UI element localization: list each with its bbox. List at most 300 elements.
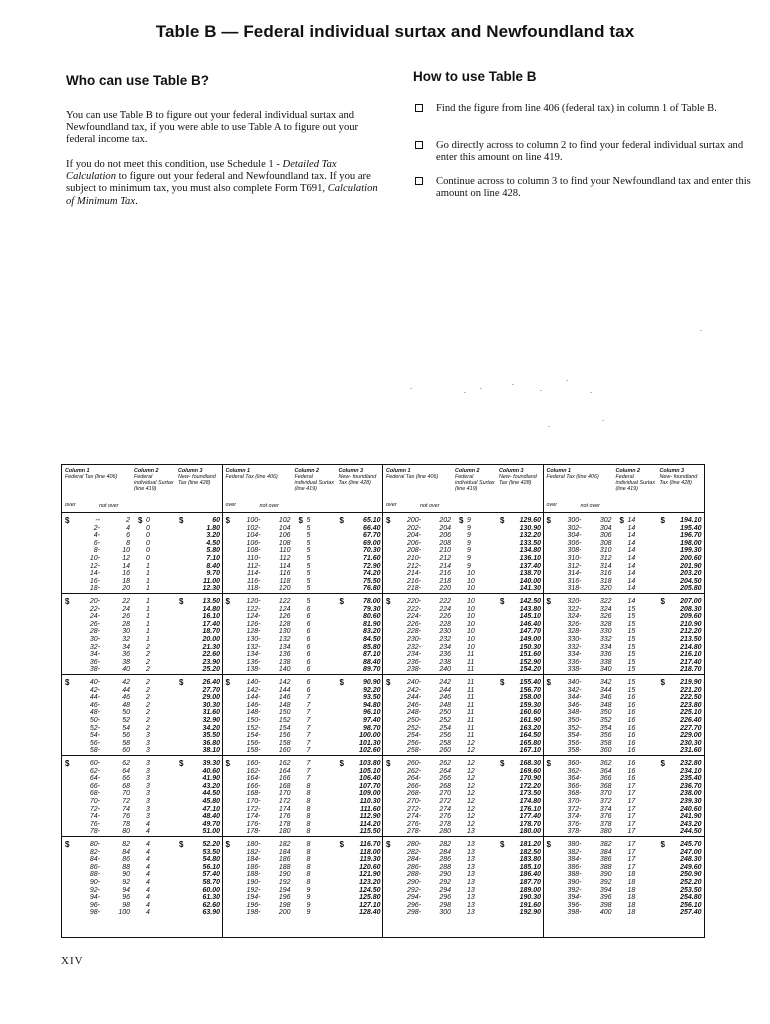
- table-row: [383, 828, 544, 836]
- surtax-value: 14: [627, 532, 636, 540]
- surtax-value: 7: [306, 717, 311, 724]
- over-value: 270-: [406, 798, 421, 805]
- surtax-value: 16: [627, 767, 636, 775]
- table-row: [544, 909, 705, 917]
- surtax-value: 9: [467, 524, 471, 532]
- not-over-value: 2: [126, 517, 130, 524]
- dollar-sign: $: [225, 678, 230, 687]
- not-over-value: 72: [122, 798, 130, 805]
- surtax-value: 3: [146, 782, 150, 790]
- over-value: 302-: [567, 524, 582, 532]
- newfoundland-tax-value: 31.60: [202, 709, 220, 717]
- form-t691-title: Calculation of Minimum Tax: [66, 183, 378, 207]
- not-over-value: 214: [439, 562, 451, 570]
- not-over-value: 48: [122, 701, 130, 709]
- table-row: [223, 666, 384, 674]
- not-over-value: 262: [439, 760, 451, 767]
- over-value: 220-: [406, 598, 421, 605]
- surtax-value: 17: [627, 820, 636, 828]
- not-over-value: 204: [439, 524, 451, 532]
- over-value: 144-: [246, 694, 261, 702]
- newfoundland-tax-value: 141.30: [519, 585, 541, 593]
- dollar-sign: $: [386, 840, 391, 849]
- over-value: 292-: [406, 886, 421, 894]
- not-over-value: 234: [439, 643, 451, 651]
- surtax-value: 9: [467, 532, 471, 540]
- over-value: 338-: [567, 666, 582, 674]
- newfoundland-tax-value: 66.40: [362, 524, 381, 532]
- newfoundland-tax-value: 158.00: [519, 694, 541, 702]
- newfoundland-tax-value: 137.40: [519, 562, 541, 570]
- newfoundland-tax-value: 93.50: [362, 694, 381, 702]
- not-over-value: 60: [122, 747, 130, 755]
- over-value: 48-: [89, 709, 100, 717]
- not-over-value: 372: [599, 798, 612, 805]
- table-row: [62, 828, 223, 836]
- over-value: 352-: [567, 724, 582, 732]
- over-label: over: [225, 502, 236, 508]
- over-value: 202-: [406, 524, 421, 532]
- over-value: 284-: [406, 856, 421, 864]
- newfoundland-tax-value: 250.90: [680, 871, 702, 879]
- over-value: 30-: [89, 636, 100, 643]
- over-value: 316-: [567, 577, 582, 585]
- surtax-value: 18: [627, 909, 636, 917]
- column-1-header: [65, 468, 127, 480]
- over-value: 264-: [406, 775, 421, 783]
- over-value: 212-: [406, 562, 421, 570]
- column-3-header: [178, 468, 220, 486]
- over-value: 108-: [246, 547, 261, 555]
- surtax-value: 12: [467, 798, 475, 805]
- table-group: [544, 756, 705, 837]
- surtax-value: 8: [306, 813, 311, 821]
- not-over-value: 370: [599, 790, 612, 798]
- newfoundland-tax-value: 138.70: [519, 570, 541, 578]
- newfoundland-tax-value: 203.20: [680, 570, 702, 578]
- newfoundland-tax-value: 200.60: [680, 555, 702, 562]
- over-value: 340-: [567, 679, 582, 686]
- over-value: 248-: [406, 709, 421, 717]
- newfoundland-tax-value: 3.20: [206, 532, 220, 540]
- newfoundland-tax-value: 110.30: [359, 798, 381, 805]
- not-over-value: 190: [278, 871, 291, 879]
- step-3: [413, 176, 763, 200]
- newfoundland-tax-value: 245.70: [680, 841, 702, 848]
- surtax-value: 5: [306, 555, 311, 562]
- newfoundland-tax-value: 54.80: [202, 856, 220, 864]
- newfoundland-tax-value: 236.70: [680, 782, 702, 790]
- dollar-sign: $: [386, 678, 391, 687]
- over-value: 346-: [567, 701, 582, 709]
- how-to-use-heading: How to use Table B: [413, 69, 537, 84]
- surtax-value: 10: [467, 643, 475, 651]
- over-value: 174-: [246, 813, 261, 821]
- over-value: 6-: [93, 539, 100, 547]
- not-over-value: 388: [599, 863, 612, 871]
- over-value: 312-: [567, 562, 582, 570]
- over-value: 146-: [246, 701, 261, 709]
- surtax-value: 16: [627, 732, 636, 740]
- newfoundland-tax-value: 89.70: [362, 666, 381, 674]
- not-over-value: 4: [126, 524, 130, 532]
- over-value: 76-: [89, 820, 100, 828]
- newfoundland-tax-value: 38.10: [202, 747, 220, 755]
- over-value: 246-: [406, 701, 421, 709]
- not-over-value: 22: [122, 598, 130, 605]
- surtax-value: 17: [627, 813, 636, 821]
- surtax-value: 9: [306, 909, 311, 917]
- table-row: [62, 747, 223, 755]
- not-over-value: 236: [439, 651, 451, 659]
- surtax-value: 3: [146, 775, 150, 783]
- not-over-value: 350: [599, 709, 612, 717]
- over-value: 324-: [567, 613, 582, 621]
- over-value: 156-: [246, 739, 261, 747]
- surtax-value: 17: [627, 805, 636, 813]
- table-header: [223, 465, 383, 513]
- newfoundland-tax-value: 51.00: [202, 828, 220, 836]
- page-title: Table B — Federal individual surtax and Newfoundland tax: [155, 22, 635, 41]
- not-over-value: 56: [122, 732, 130, 740]
- newfoundland-tax-value: 114.20: [359, 820, 381, 828]
- not-over-value: 116: [279, 570, 291, 578]
- surtax-value: 5: [306, 532, 311, 540]
- over-value: 84-: [89, 856, 100, 864]
- over-value: 394-: [567, 894, 582, 902]
- over-value: 234-: [406, 651, 421, 659]
- newfoundland-tax-value: 130.90: [519, 524, 541, 532]
- over-label: over: [386, 502, 397, 508]
- over-value: 126-: [246, 620, 261, 628]
- table-row: [223, 747, 384, 755]
- schedule-1-title: Detailed Tax Calculation: [66, 159, 337, 183]
- surtax-value: 4: [146, 820, 150, 828]
- newfoundland-tax-value: 225.10: [680, 709, 702, 717]
- over-value: 336-: [567, 658, 582, 666]
- newfoundland-tax-value: 67.70: [362, 532, 381, 540]
- surtax-value: 4: [146, 909, 150, 917]
- not-over-value: 156: [278, 732, 291, 740]
- over-value: 380-: [567, 841, 582, 848]
- over-value: 18-: [89, 585, 100, 593]
- not-over-value: 84: [122, 848, 130, 856]
- not-over-value: 176: [278, 813, 291, 821]
- over-value: 226-: [406, 620, 421, 628]
- over-value: 280-: [406, 841, 421, 848]
- over-value: 344-: [567, 694, 582, 702]
- newfoundland-tax-value: 241.90: [680, 813, 702, 821]
- not-over-value: 70: [122, 790, 130, 798]
- surtax-value: 4: [146, 841, 150, 848]
- dollar-sign: $: [386, 759, 391, 768]
- newfoundland-tax-value: 94.80: [362, 701, 381, 709]
- newfoundland-tax-value: 111.60: [360, 805, 381, 813]
- newfoundland-tax-value: 169.60: [519, 767, 541, 775]
- surtax-value: 16: [627, 747, 636, 755]
- not-over-value: 194: [278, 886, 291, 894]
- newfoundland-tax-value: 48.40: [202, 813, 220, 821]
- not-over-value: 74: [122, 805, 130, 813]
- not-over-value: 134: [278, 643, 291, 651]
- surtax-value: 15: [627, 613, 636, 621]
- surtax-value: 5: [306, 577, 311, 585]
- not-over-value: 276: [439, 813, 451, 821]
- dollar-sign: $: [546, 516, 551, 525]
- newfoundland-tax-value: 118.00: [359, 848, 381, 856]
- over-value: 36-: [89, 658, 100, 666]
- surtax-value: 9: [467, 539, 471, 547]
- not-over-value: 128: [278, 620, 291, 628]
- table-row: [62, 666, 223, 674]
- surtax-value: 14: [627, 577, 636, 585]
- not-over-value: 288: [439, 863, 451, 871]
- checkbox-icon: [415, 141, 423, 149]
- over-value: 388-: [567, 871, 582, 879]
- not-over-value: 366: [599, 775, 612, 783]
- not-over-value: 26: [122, 613, 130, 621]
- newfoundland-tax-value: 83.20: [362, 628, 381, 636]
- over-value: 256-: [406, 739, 421, 747]
- newfoundland-tax-value: 65.10: [362, 517, 381, 524]
- not-over-value: 242: [439, 679, 451, 686]
- dollar-sign: $: [179, 759, 184, 768]
- not-over-value: 120: [278, 585, 291, 593]
- dollar-sign: $: [65, 678, 70, 687]
- column-3-header: [499, 468, 541, 486]
- over-value: 332-: [567, 643, 582, 651]
- newfoundland-tax-value: 100.00: [359, 732, 381, 740]
- column-1-label: Column 1: [386, 468, 411, 474]
- over-value: 308-: [567, 547, 582, 555]
- newfoundland-tax-value: 172.20: [519, 782, 541, 790]
- dollar-sign: $: [65, 597, 70, 606]
- not-over-value: 252: [439, 717, 451, 724]
- surtax-value: 14: [627, 539, 636, 547]
- surtax-value: 6: [306, 651, 311, 659]
- newfoundland-tax-value: 52.20: [202, 841, 220, 848]
- surtax-value: 11: [467, 709, 475, 717]
- newfoundland-tax-value: 149.00: [519, 636, 541, 643]
- newfoundland-tax-value: 41.90: [202, 775, 220, 783]
- surtax-value: 11: [467, 679, 475, 686]
- not-over-value: 326: [599, 613, 612, 621]
- over-value: 258-: [406, 747, 421, 755]
- not-over-value: 106: [278, 532, 291, 540]
- surtax-value: 11: [467, 651, 475, 659]
- surtax-value: 15: [627, 658, 636, 666]
- not-over-value: 316: [599, 570, 612, 578]
- table-row: [223, 909, 384, 917]
- newfoundland-tax-value: 230.30: [680, 739, 702, 747]
- not-over-value: 188: [278, 863, 291, 871]
- over-value: 334-: [567, 651, 582, 659]
- dollar-sign: $: [660, 840, 665, 849]
- surtax-value: 2: [146, 643, 150, 651]
- not-over-value: 278: [439, 820, 451, 828]
- surtax-value: 18: [627, 894, 636, 902]
- surtax-value: 4: [146, 863, 150, 871]
- newfoundland-tax-value: 127.10: [359, 901, 381, 909]
- surtax-value: 17: [627, 841, 636, 848]
- newfoundland-tax-value: 182.50: [519, 848, 541, 856]
- over-value: 390-: [567, 879, 582, 886]
- newfoundland-tax-value: 183.80: [519, 856, 541, 864]
- surtax-value: 4: [146, 848, 150, 856]
- table-group: [544, 513, 705, 594]
- not-over-value: 212: [439, 555, 451, 562]
- newfoundland-tax-value: 71.60: [362, 555, 381, 562]
- newfoundland-tax-value: 145.10: [519, 613, 541, 621]
- not-over-label: not over: [99, 503, 119, 509]
- newfoundland-tax-value: 226.40: [680, 717, 702, 724]
- over-value: 204-: [406, 532, 421, 540]
- not-over-value: 20: [122, 585, 130, 593]
- step-1: [413, 103, 763, 115]
- over-value: 34-: [89, 651, 100, 659]
- column-2-desc: Federal individual Surtax (line 419): [615, 474, 656, 493]
- table-group: [544, 594, 705, 675]
- not-over-value: 342: [599, 679, 612, 686]
- not-over-value: 68: [122, 782, 130, 790]
- over-value: 250-: [406, 717, 421, 724]
- surtax-value: 16: [627, 760, 636, 767]
- surtax-value: 9: [306, 894, 311, 902]
- over-value: 44-: [89, 694, 100, 702]
- newfoundland-tax-value: 232.80: [680, 760, 702, 767]
- newfoundland-tax-value: 36.80: [202, 739, 220, 747]
- alternative-paragraph: If you do not meet this condition, use Schedule 1 - Detailed Tax Calculation to figure out your federal and Newfoundland tax. If you are subject to minimum tax, you must also complete Form T691, Calculation of Minimum Tax.: [66, 159, 378, 207]
- column-1-header: [226, 468, 288, 480]
- surtax-value: 8: [306, 820, 311, 828]
- surtax-value: 12: [467, 782, 475, 790]
- not-over-value: 260: [439, 747, 451, 755]
- over-value: 102-: [246, 524, 261, 532]
- newfoundland-tax-value: 152.90: [519, 658, 541, 666]
- over-value: 218-: [406, 585, 421, 593]
- over-value: 92-: [89, 886, 100, 894]
- newfoundland-tax-value: 106.40: [359, 775, 381, 783]
- surtax-value: 2: [146, 658, 150, 666]
- not-over-value: 328: [599, 620, 612, 628]
- over-value: 236-: [406, 658, 421, 666]
- surtax-value: 10: [467, 570, 475, 578]
- newfoundland-tax-value: 49.70: [202, 820, 220, 828]
- over-value: 170-: [246, 798, 261, 805]
- dollar-sign: $: [500, 516, 505, 525]
- over-value: 168-: [246, 790, 261, 798]
- over-value: 54-: [89, 732, 100, 740]
- table-group: [383, 594, 543, 675]
- column-2-header: [455, 468, 495, 492]
- newfoundland-tax-value: 8.40: [206, 562, 220, 570]
- newfoundland-tax-value: 25.20: [202, 666, 220, 674]
- not-over-value: 154: [278, 724, 291, 732]
- over-value: 116-: [247, 577, 261, 585]
- newfoundland-tax-value: 244.50: [680, 828, 702, 836]
- over-value: 46-: [89, 701, 100, 709]
- not-over-value: 386: [599, 856, 612, 864]
- over-value: 272-: [406, 805, 421, 813]
- over-value: 188-: [246, 871, 261, 879]
- newfoundland-tax-value: 34.20: [202, 724, 220, 732]
- not-over-value: 28: [122, 620, 130, 628]
- newfoundland-tax-value: 212.20: [680, 628, 702, 636]
- over-value: 16-: [89, 577, 100, 585]
- not-over-value: 324: [599, 605, 612, 613]
- newfoundland-tax-value: 160.60: [519, 709, 541, 717]
- table-group: [544, 675, 705, 756]
- surtax-value: 7: [306, 739, 311, 747]
- not-over-value: 378: [599, 820, 612, 828]
- over-value: 364-: [567, 775, 582, 783]
- not-over-value: 330: [599, 628, 612, 636]
- not-over-value: 218: [439, 577, 451, 585]
- table-group: [223, 513, 383, 594]
- over-value: 222-: [406, 605, 421, 613]
- newfoundland-tax-value: 60.00: [202, 886, 220, 894]
- surtax-value: 9: [467, 555, 471, 562]
- over-value: 286-: [406, 863, 421, 871]
- surtax-value: 6: [306, 686, 311, 694]
- not-over-value: 348: [599, 701, 612, 709]
- over-value: 306-: [567, 539, 582, 547]
- over-value: 348-: [567, 709, 582, 717]
- over-value: 4-: [93, 532, 100, 540]
- newfoundland-tax-value: 240.60: [680, 805, 702, 813]
- not-over-value: 392: [599, 879, 612, 886]
- surtax-value: 10: [467, 613, 475, 621]
- surtax-value: 10: [467, 636, 475, 643]
- not-over-value: 270: [439, 790, 451, 798]
- newfoundland-tax-value: 205.80: [680, 585, 702, 593]
- step-1-text: Find the figure from line 406 (federal tax) in column 1 of Table B.: [436, 103, 717, 114]
- not-over-value: 198: [278, 901, 291, 909]
- not-over-value: 272: [439, 798, 451, 805]
- not-over-value: 150: [278, 709, 291, 717]
- surtax-value: 9: [467, 547, 471, 555]
- table-group: [62, 756, 222, 837]
- not-over-value: 64: [122, 767, 130, 775]
- not-over-value: 390: [599, 871, 612, 879]
- not-over-value: 346: [599, 694, 612, 702]
- over-value: 114-: [247, 570, 261, 578]
- over-value: 274-: [406, 813, 421, 821]
- not-over-value: 384: [599, 848, 612, 856]
- surtax-value: 16: [627, 724, 636, 732]
- not-over-value: 44: [122, 686, 130, 694]
- column-2-header: [134, 468, 174, 492]
- newfoundland-tax-value: 39.30: [202, 760, 220, 767]
- surtax-value: 9: [467, 562, 471, 570]
- not-over-value: 202: [439, 517, 451, 524]
- newfoundland-tax-value: 186.40: [519, 871, 541, 879]
- over-value: 180-: [246, 841, 261, 848]
- over-value: 276-: [406, 820, 421, 828]
- newfoundland-tax-value: 81.90: [362, 620, 381, 628]
- surtax-value: 14: [627, 570, 636, 578]
- over-value: 304-: [567, 532, 582, 540]
- not-over-value: 364: [599, 767, 612, 775]
- not-over-value: 182: [278, 841, 291, 848]
- over-value: 398-: [567, 909, 582, 917]
- newfoundland-tax-value: 208.30: [680, 605, 702, 613]
- dollar-sign: $: [660, 678, 665, 687]
- not-over-label: not over: [259, 503, 279, 509]
- table-group: [383, 675, 543, 756]
- surtax-value: 14: [627, 598, 636, 605]
- over-value: 152-: [246, 724, 261, 732]
